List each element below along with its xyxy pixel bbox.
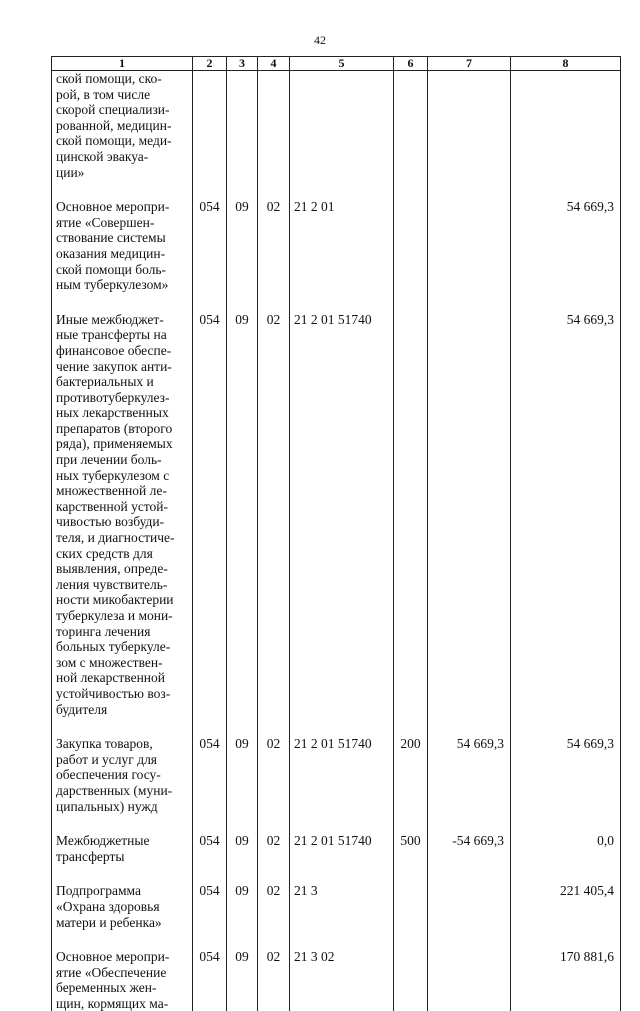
column-header: 4 <box>258 57 290 71</box>
row-value-cell: 054 <box>193 883 227 949</box>
table-row <box>52 312 621 736</box>
table-row <box>52 949 621 1011</box>
row-value-cell: 500 <box>394 833 428 883</box>
row-name-cell: Основное меропри- ятие «Обеспечение беременных жен- щин, кормящих ма- <box>52 949 193 1011</box>
row-value-cell: 21 3 02 <box>290 949 394 1011</box>
row-value-cell: 02 <box>258 833 290 883</box>
row-value-cell: 09 <box>227 736 258 833</box>
row-name-cell: Иные межбюджет- ные трансферты на финансовое обеспе- чение закупок анти- бактериальных и противотуберкулез- ных лекарственных препаратов (второго ряда), применяемых при лечении боль- ных туберкулезом с множественной ле- карственной устой- чивостью возбуди- теля, и диагностиче- ских средств для выявления, опреде- ления чувствитель- ности микобактерии туберкулеза и мони- торинга лечения больных туберкуле- зом с множествен- ной лекарственной устойчивостью воз- будителя <box>52 312 193 736</box>
column-header: 8 <box>511 57 621 71</box>
table-header-row <box>52 57 621 71</box>
row-value-cell: 54 669,3 <box>511 199 621 312</box>
row-value-cell: 54 669,3 <box>428 736 511 833</box>
row-value-cell <box>394 883 428 949</box>
row-value-cell: 09 <box>227 312 258 736</box>
row-value-cell <box>394 71 428 200</box>
table-row <box>52 883 621 949</box>
table-row <box>52 71 621 200</box>
row-value-cell: 09 <box>227 883 258 949</box>
row-value-cell: 054 <box>193 833 227 883</box>
row-value-cell: 02 <box>258 199 290 312</box>
row-name-cell: ской помощи, ско- рой, в том числе скорой специализи- рованной, медицин- ской помощи, меди- цинской эвакуа- ции» <box>52 71 193 200</box>
row-value-cell: 02 <box>258 312 290 736</box>
row-value-cell: 09 <box>227 833 258 883</box>
column-header: 7 <box>428 57 511 71</box>
row-value-cell <box>428 199 511 312</box>
row-value-cell: 054 <box>193 949 227 1011</box>
row-value-cell: 54 669,3 <box>511 736 621 833</box>
row-name-cell: Закупка товаров, работ и услуг для обеспечения госу- дарственных (муни- ципальных) нужд <box>52 736 193 833</box>
row-value-cell: 054 <box>193 312 227 736</box>
row-value-cell: 02 <box>258 949 290 1011</box>
row-name-cell: Подпрограмма «Охрана здоровья матери и ребенка» <box>52 883 193 949</box>
row-value-cell <box>428 949 511 1011</box>
row-value-cell <box>511 71 621 200</box>
row-value-cell <box>258 71 290 200</box>
row-value-cell <box>428 71 511 200</box>
row-value-cell: -54 669,3 <box>428 833 511 883</box>
row-value-cell: 170 881,6 <box>511 949 621 1011</box>
row-value-cell: 09 <box>227 199 258 312</box>
column-header: 5 <box>290 57 394 71</box>
row-name-cell: Основное меропри- ятие «Совершен- ствование системы оказания медицин- ской помощи боль- ным туберкулезом» <box>52 199 193 312</box>
row-value-cell: 054 <box>193 736 227 833</box>
row-value-cell: 02 <box>258 883 290 949</box>
row-value-cell <box>394 312 428 736</box>
page-number: 42 <box>314 33 326 47</box>
row-value-cell: 21 2 01 <box>290 199 394 312</box>
row-value-cell <box>290 71 394 200</box>
row-value-cell: 21 3 <box>290 883 394 949</box>
row-value-cell: 21 2 01 51740 <box>290 833 394 883</box>
row-value-cell <box>428 883 511 949</box>
column-header: 1 <box>52 57 193 71</box>
row-value-cell <box>227 71 258 200</box>
row-value-cell <box>394 199 428 312</box>
budget-table <box>51 56 621 1011</box>
row-value-cell: 21 2 01 51740 <box>290 312 394 736</box>
table-row <box>52 833 621 883</box>
row-value-cell: 200 <box>394 736 428 833</box>
row-value-cell: 221 405,4 <box>511 883 621 949</box>
row-value-cell: 54 669,3 <box>511 312 621 736</box>
table-row <box>52 736 621 833</box>
row-value-cell <box>428 312 511 736</box>
row-value-cell: 21 2 01 51740 <box>290 736 394 833</box>
row-value-cell: 02 <box>258 736 290 833</box>
column-header: 6 <box>394 57 428 71</box>
column-header: 3 <box>227 57 258 71</box>
row-name-cell: Межбюджетные трансферты <box>52 833 193 883</box>
row-value-cell <box>193 71 227 200</box>
row-value-cell: 054 <box>193 199 227 312</box>
row-value-cell <box>394 949 428 1011</box>
row-value-cell: 0,0 <box>511 833 621 883</box>
column-header: 2 <box>193 57 227 71</box>
row-value-cell: 09 <box>227 949 258 1011</box>
table-row <box>52 199 621 312</box>
